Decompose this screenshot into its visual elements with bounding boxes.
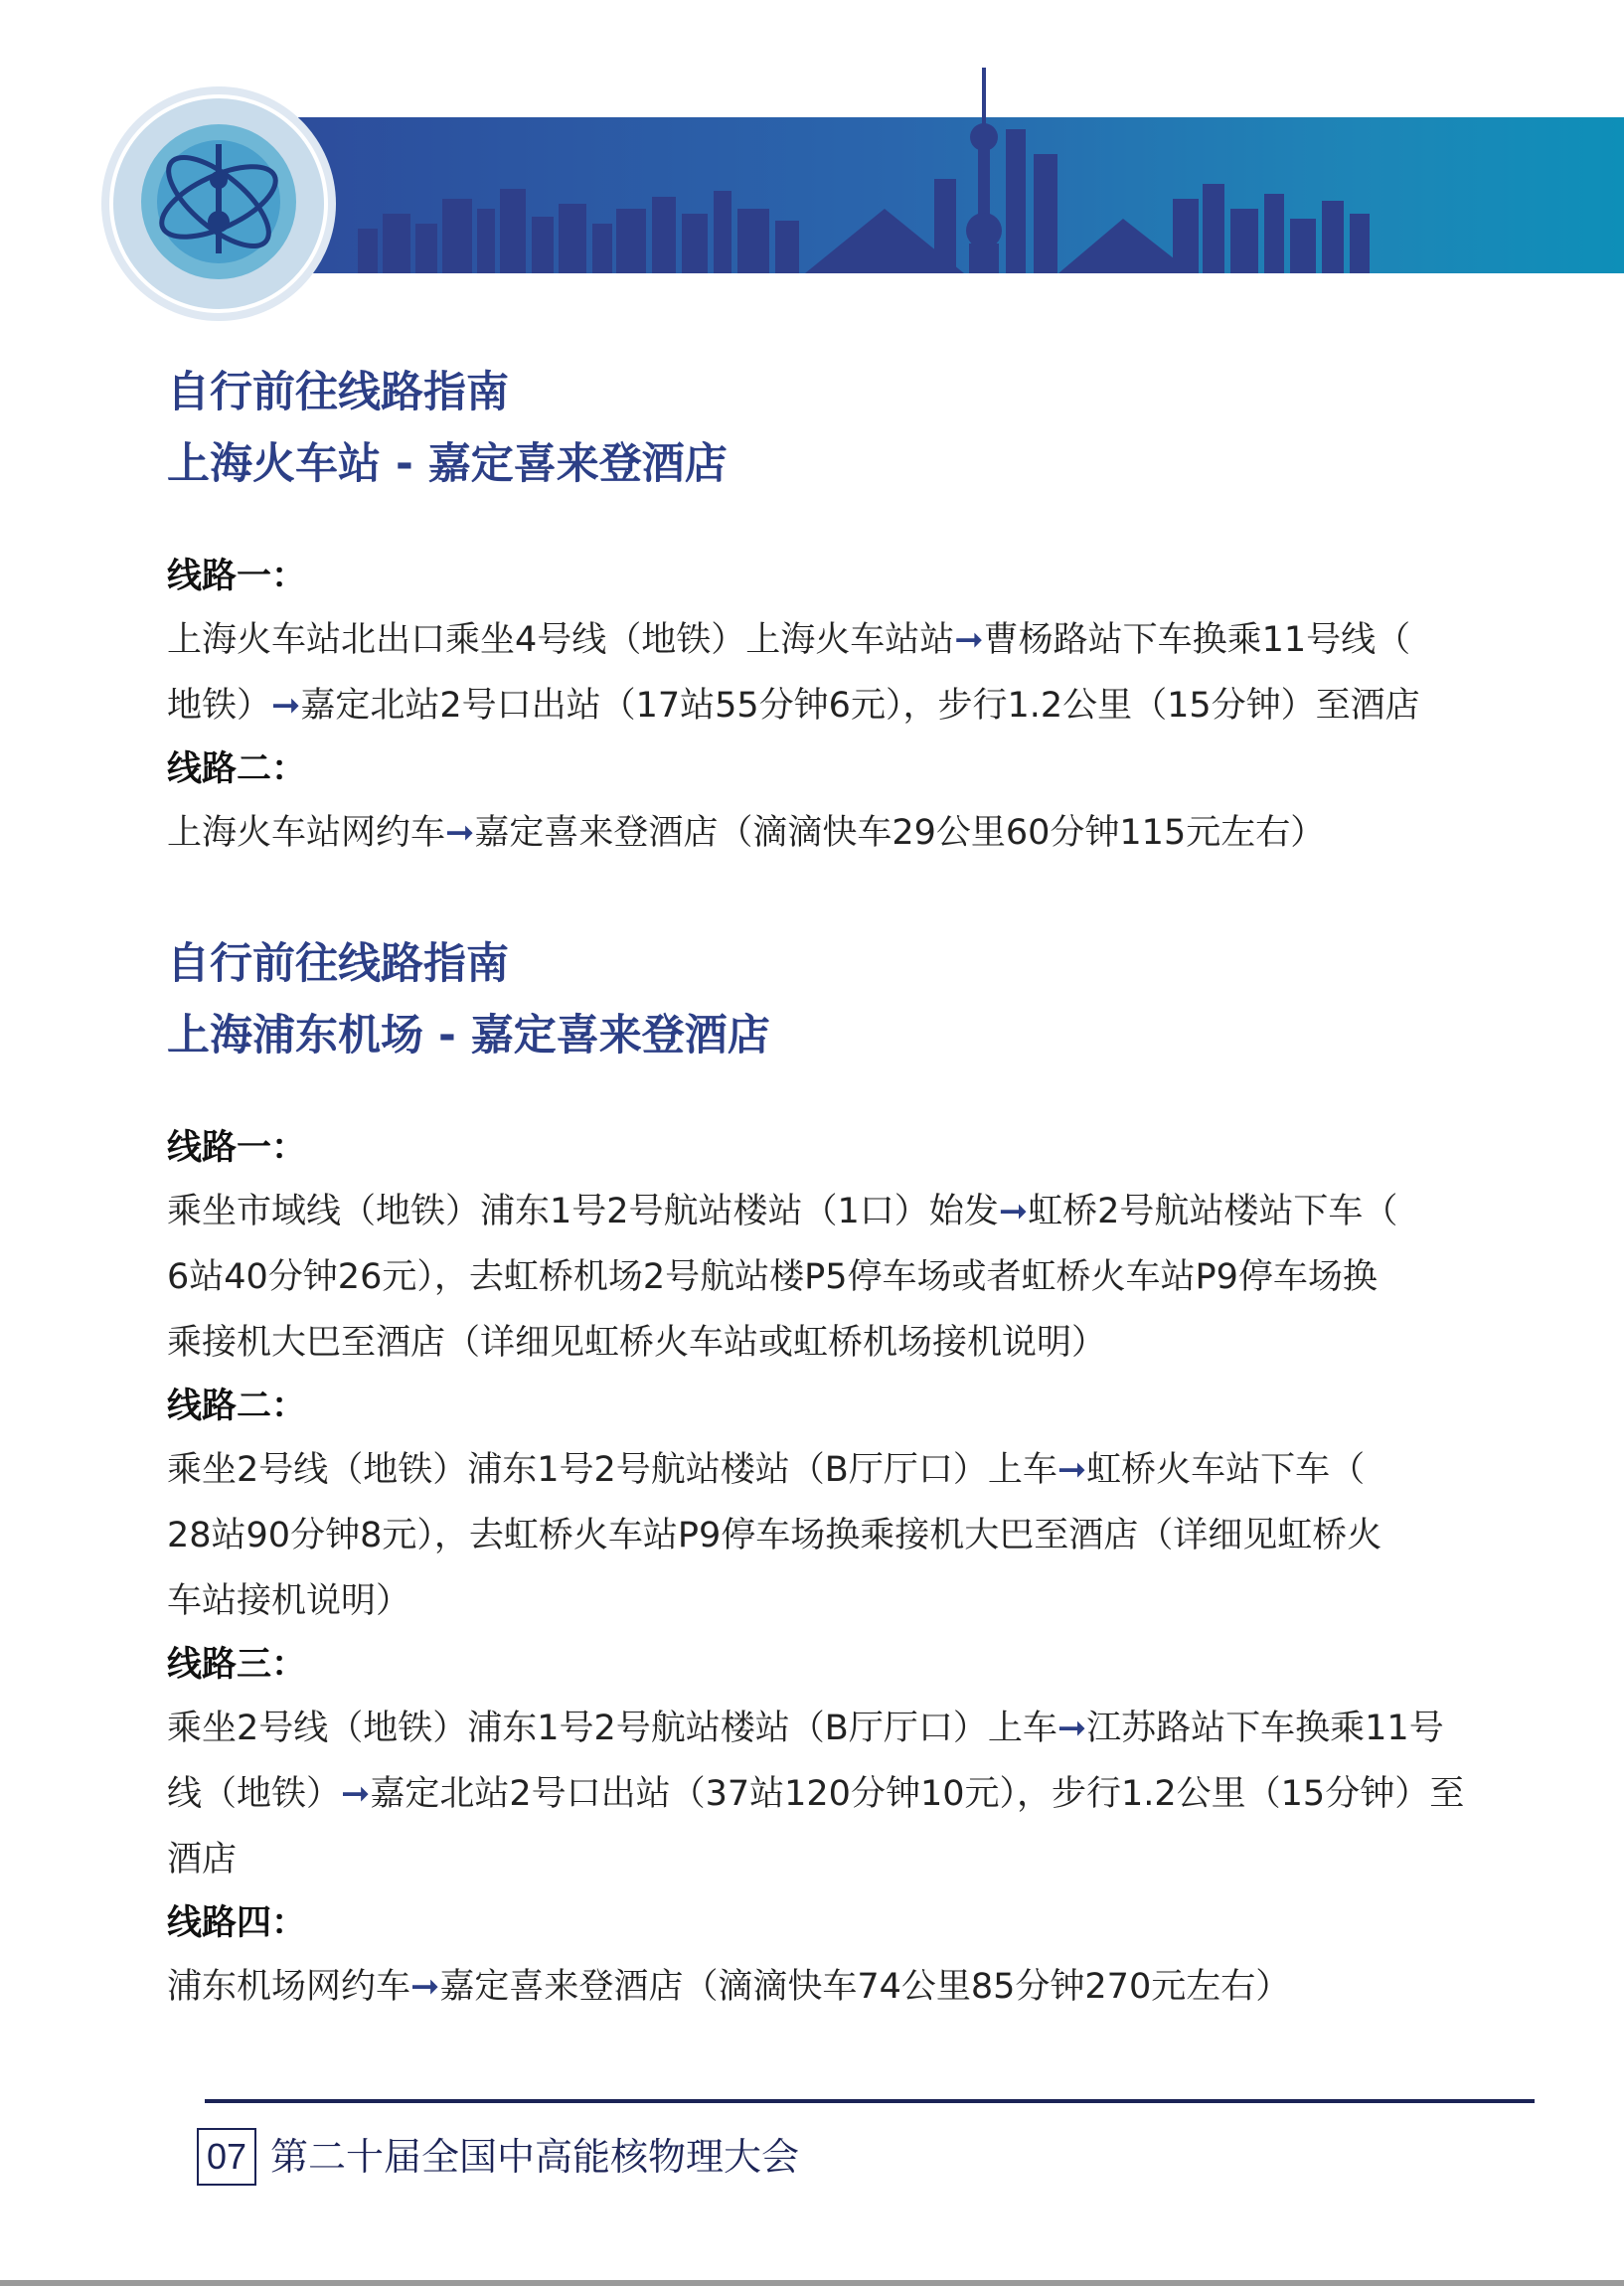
arrow-right-icon: ➞ bbox=[1056, 1709, 1087, 1748]
route-line: 6站40分钟26元），去虹桥机场2号航站楼P5停车场或者虹桥火车站P9停车场换 bbox=[167, 1257, 1378, 1297]
shanghai-skyline-graphic bbox=[298, 60, 1491, 278]
footer-divider bbox=[205, 2099, 1535, 2103]
route-line: 上海火车站网约车➞嘉定喜来登酒店（滴滴快车29公里60分钟115元左右） bbox=[167, 813, 1326, 853]
route-label: 线路二： bbox=[167, 749, 307, 789]
arrow-right-icon: ➞ bbox=[954, 620, 984, 660]
route-line: 上海火车站北出口乘坐4号线（地铁）上海火车站站➞曹杨路站下车换乘11号线（ bbox=[167, 620, 1411, 660]
section-title: 自行前往线路指南 bbox=[167, 939, 509, 989]
page-number: 07 bbox=[197, 2128, 256, 2186]
arrow-right-icon: ➞ bbox=[1056, 1450, 1087, 1490]
route-line: 乘坐2号线（地铁）浦东1号2号航站楼站（B厅厅口）上车➞江苏路站下车换乘11号 bbox=[167, 1709, 1444, 1748]
section-subtitle: 上海火车站 - 嘉定喜来登酒店 bbox=[167, 439, 728, 489]
route-line: 线（地铁）➞嘉定北站2号口出站（37站120分钟10元），步行1.2公里（15分钟）至 bbox=[167, 1774, 1465, 1814]
route-line: 28站90分钟8元），去虹桥火车站P9停车场换乘接机大巴至酒店（详细见虹桥火 bbox=[167, 1516, 1382, 1555]
route-line: 乘坐2号线（地铁）浦东1号2号航站楼站（B厅厅口）上车➞虹桥火车站下车（ bbox=[167, 1450, 1366, 1490]
arrow-right-icon: ➞ bbox=[998, 1192, 1029, 1231]
route-label: 线路一： bbox=[167, 557, 307, 596]
arrow-right-icon: ➞ bbox=[341, 1774, 371, 1814]
route-line: 酒店 bbox=[167, 1840, 238, 1879]
arrow-right-icon: ➞ bbox=[445, 813, 475, 853]
section-title: 自行前往线路指南 bbox=[167, 368, 509, 417]
route-guide-pudong-airport bbox=[167, 928, 1479, 2020]
route-line: 地铁）➞嘉定北站2号口出站（17站55分钟6元），步行1.2公里（15分钟）至酒店 bbox=[167, 686, 1420, 726]
route-guide-railway-station bbox=[167, 357, 1479, 866]
route-line: 乘坐市域线（地铁）浦东1号2号航站楼站（1口）始发➞虹桥2号航站楼站下车（ bbox=[167, 1192, 1398, 1231]
section-subtitle: 上海浦东机场 - 嘉定喜来登酒店 bbox=[167, 1011, 770, 1061]
route-label: 线路二： bbox=[167, 1387, 307, 1426]
arrow-right-icon: ➞ bbox=[271, 686, 301, 726]
route-line: 乘接机大巴至酒店（详细见虹桥火车站或虹桥机场接机说明） bbox=[167, 1323, 1107, 1363]
route-line: 车站接机说明） bbox=[167, 1581, 411, 1621]
arrow-right-icon: ➞ bbox=[410, 1967, 440, 2007]
footer-conference-name: 第二十届全国中高能核物理大会 bbox=[270, 2135, 800, 2179]
route-line: 浦东机场网约车➞嘉定喜来登酒店（滴滴快车74公里85分钟270元左右） bbox=[167, 1967, 1291, 2007]
conference-logo bbox=[99, 84, 338, 323]
route-label: 线路四： bbox=[167, 1903, 307, 1943]
route-label: 线路三： bbox=[167, 1645, 307, 1685]
route-label: 线路一： bbox=[167, 1128, 307, 1168]
page-bottom-edge bbox=[0, 2280, 1624, 2286]
